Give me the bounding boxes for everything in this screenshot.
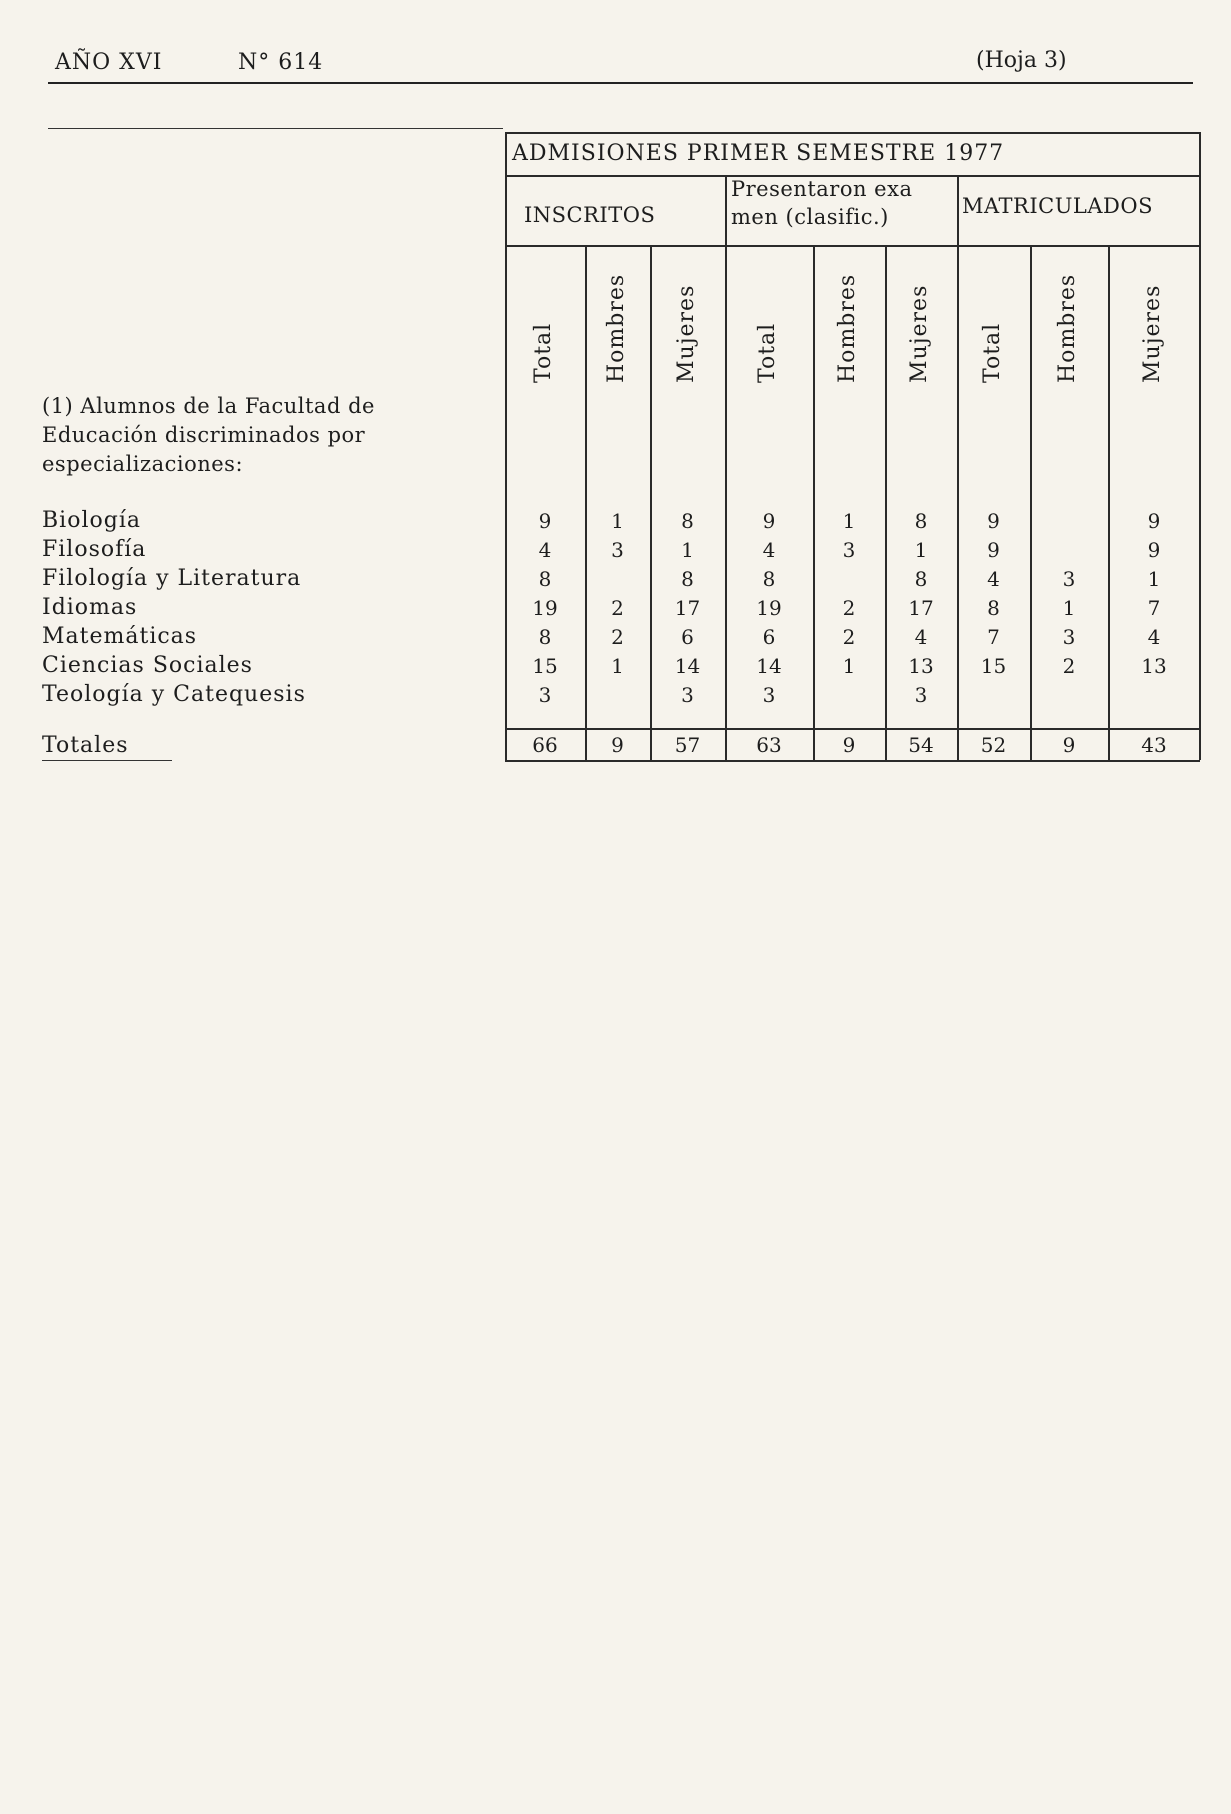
table-cell: 13: [1141, 654, 1167, 678]
year-label: AÑO XVI: [55, 50, 163, 75]
totals-cell: 57: [674, 733, 701, 757]
sheet-number: (Hoja 3): [976, 48, 1067, 73]
table-cell: 6: [681, 625, 694, 649]
table-cell: 2: [1062, 654, 1076, 678]
table-cell: 8: [538, 625, 552, 649]
table-cell: 1: [842, 509, 856, 533]
table-cell: 3: [1062, 625, 1076, 649]
totals-rule: [42, 760, 172, 761]
table-cell: 1: [1062, 596, 1076, 620]
table-cell: 2: [611, 596, 624, 620]
group-presentaron-2: men (clasific.): [731, 205, 889, 229]
column-divider: [813, 245, 815, 760]
table-title: ADMISIONES PRIMER SEMESTRE 1977: [512, 141, 1005, 166]
column-header-mujeres: Mujeres: [907, 284, 932, 383]
column-header-total: Total: [755, 322, 780, 383]
table-cell: 8: [987, 596, 1000, 620]
table-cell: 3: [538, 683, 552, 707]
table-cell: 7: [1147, 596, 1161, 620]
row-label: Idiomas: [42, 595, 138, 620]
table-cell: 4: [538, 538, 552, 562]
totals-divider-bottom: [505, 760, 1200, 762]
table-cell: 1: [842, 654, 856, 678]
totals-cell: 54: [908, 733, 934, 757]
group-divider-v: [725, 175, 727, 245]
table-cell: 4: [762, 538, 776, 562]
table-border-top: [505, 132, 1200, 134]
table-cell: 14: [674, 654, 701, 678]
totals-cell: 9: [611, 733, 624, 757]
column-divider: [885, 245, 887, 760]
table-cell: 17: [674, 596, 701, 620]
group-matriculados: MATRICULADOS: [962, 194, 1153, 218]
column-header-mujeres: Mujeres: [1140, 284, 1165, 383]
table-cell: 13: [908, 654, 934, 678]
table-border-right: [1199, 132, 1201, 245]
table-cell: 4: [1147, 625, 1161, 649]
column-divider: [957, 245, 959, 760]
column-divider: [725, 245, 727, 760]
title-divider: [505, 175, 1200, 177]
table-cell: 9: [987, 538, 1000, 562]
totals-label: Totales: [42, 733, 129, 758]
group-inscritos: INSCRITOS: [524, 203, 656, 227]
totals-divider-top: [505, 728, 1200, 730]
group-divider: [505, 245, 1200, 247]
table-cell: 15: [532, 654, 558, 678]
row-label: Filosofía: [42, 537, 147, 562]
table-cell: 8: [538, 567, 552, 591]
column-header-mujeres: Mujeres: [673, 284, 699, 383]
table-cell: 9: [538, 509, 552, 533]
page-header: [0, 0, 1231, 100]
table-cell: 9: [1147, 509, 1161, 533]
column-header-hombres: Hombres: [835, 273, 860, 383]
table-cell: 8: [681, 567, 694, 591]
table-cell: 17: [908, 596, 934, 620]
table-cell: 1: [1147, 567, 1161, 591]
table-cell: 19: [756, 596, 782, 620]
row-label: Filología y Literatura: [42, 566, 302, 591]
table-border-left: [505, 132, 507, 760]
totals-cell: 43: [1141, 733, 1167, 757]
row-label: Matemáticas: [42, 624, 198, 649]
table-cell: 8: [762, 567, 776, 591]
table-cell: 3: [611, 538, 624, 562]
table-cell: 3: [762, 683, 776, 707]
header-rule: [48, 82, 1193, 84]
column-header-total: Total: [531, 322, 556, 383]
column-divider: [1199, 245, 1201, 760]
table-cell: 3: [914, 683, 928, 707]
table-cell: 2: [842, 596, 856, 620]
table-cell: 3: [681, 683, 694, 707]
column-header-total: Total: [979, 322, 1005, 383]
table-cell: 19: [532, 596, 558, 620]
table-cell: 2: [611, 625, 624, 649]
row-label: Ciencias Sociales: [42, 653, 253, 678]
row-label: Biología: [42, 508, 141, 533]
table-cell: 7: [987, 625, 1000, 649]
column-divider: [650, 245, 652, 760]
table-cell: 14: [756, 654, 782, 678]
column-divider: [1108, 245, 1110, 760]
issue-number: N° 614: [238, 50, 324, 75]
table-cell: 1: [611, 509, 624, 533]
group-divider-v: [957, 175, 959, 245]
row-label: Teología y Catequesis: [42, 682, 306, 707]
table-cell: 1: [681, 538, 694, 562]
footnote-text: (1) Alumnos de la Facultad de Educación discriminados por especializaciones:: [42, 394, 375, 476]
table-cell: 9: [1147, 538, 1161, 562]
totals-cell: 9: [842, 733, 856, 757]
totals-cell: 63: [756, 733, 782, 757]
column-header-hombres: Hombres: [1055, 273, 1080, 383]
table-cell: 3: [1062, 567, 1076, 591]
column-header-hombres: Hombres: [603, 273, 629, 383]
totals-cell: 9: [1062, 733, 1076, 757]
group-presentaron-1: Presentaron exa: [731, 177, 913, 201]
table-cell: 3: [842, 538, 856, 562]
table-cell: 1: [914, 538, 928, 562]
table-cell: 15: [980, 654, 1007, 678]
column-divider: [1030, 245, 1032, 760]
column-divider: [585, 245, 587, 760]
table-cell: 8: [914, 509, 928, 533]
table-cell: 8: [914, 567, 928, 591]
totals-cell: 52: [980, 733, 1007, 757]
table-cell: 4: [987, 567, 1000, 591]
table-cell: 9: [762, 509, 776, 533]
totals-cell: 66: [532, 733, 558, 757]
table-cell: 4: [914, 625, 928, 649]
table-cell: 9: [987, 509, 1000, 533]
table-cell: 6: [762, 625, 776, 649]
table-cell: 2: [842, 625, 856, 649]
table-cell: 8: [681, 509, 694, 533]
table-cell: 1: [611, 654, 624, 678]
section-rule: [48, 128, 503, 129]
row-labels: [42, 506, 306, 709]
